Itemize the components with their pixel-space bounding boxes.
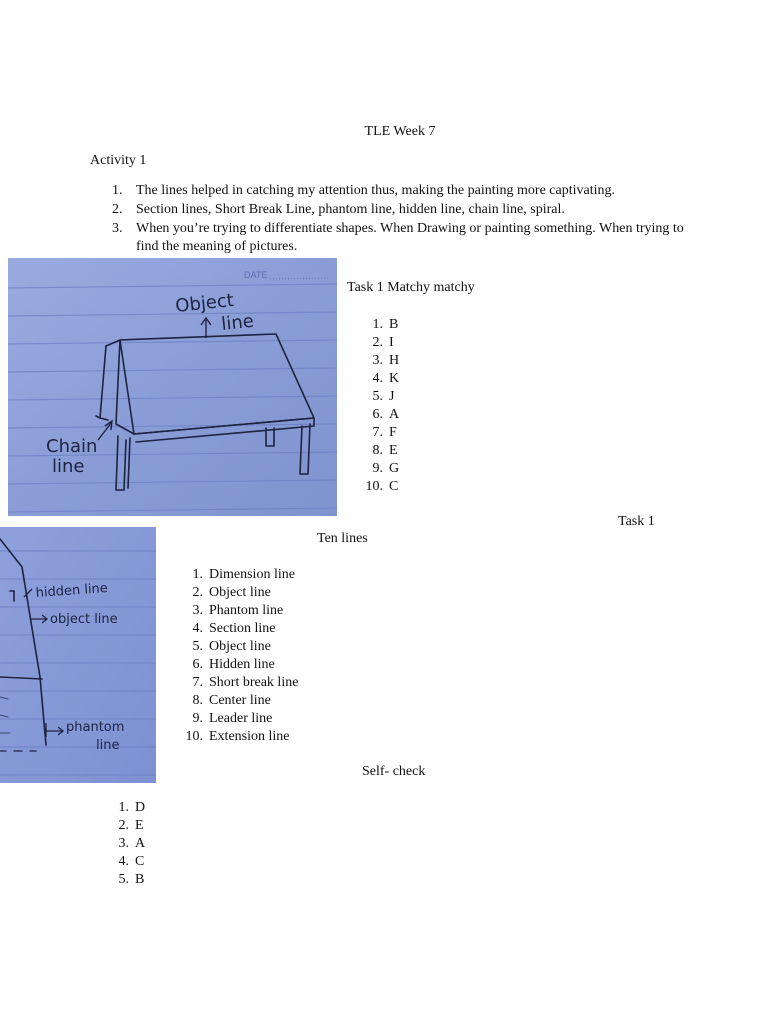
list-item <box>164 566 424 584</box>
list-number: 8. <box>192 693 203 708</box>
list-number: 1. <box>192 567 203 582</box>
list-item <box>90 835 210 853</box>
ten-lines-heading: Ten lines <box>317 531 368 546</box>
list-value: Short break line <box>209 675 299 690</box>
list-value: Leader line <box>209 711 273 726</box>
list-number: 7. <box>192 675 203 690</box>
list-item <box>164 674 424 692</box>
list-number: 4. <box>192 621 203 636</box>
list-number: 3. <box>118 836 129 851</box>
date-label: DATE <box>244 270 268 280</box>
list-item <box>347 388 467 406</box>
list-item <box>164 602 424 620</box>
list-number: 2. <box>112 202 123 217</box>
list-value: D <box>135 800 146 815</box>
list-number: 9. <box>372 461 383 476</box>
list-number: 1. <box>112 183 123 198</box>
list-text: When you’re trying to differentiate shapes. When Drawing or painting something. When trying to find the meaning of pictures. <box>136 221 684 254</box>
table-drawing-photo <box>8 258 337 516</box>
list-text: Section lines, Short Break Line, phantom line, hidden line, chain line, spiral. <box>136 202 565 217</box>
list-item <box>347 334 467 352</box>
list-item <box>112 201 692 219</box>
list-number: 9. <box>192 711 203 726</box>
list-item <box>347 352 467 370</box>
list-item <box>347 424 467 442</box>
lines-drawing-photo <box>0 527 156 783</box>
list-value: K <box>389 371 400 386</box>
list-value: A <box>389 407 400 422</box>
hidden-line-annotation: hidden line <box>35 580 109 601</box>
list-item <box>164 620 424 638</box>
list-number: 5. <box>192 639 203 654</box>
list-item <box>164 584 424 602</box>
list-number: 8. <box>372 443 383 458</box>
chain-line-annotation: Chain <box>46 436 98 457</box>
list-number: 10. <box>365 479 383 494</box>
list-item <box>164 638 424 656</box>
list-number: 3. <box>192 603 203 618</box>
phantom-line-annotation: phantom <box>66 720 125 735</box>
list-value: Extension line <box>209 729 290 744</box>
list-number: 4. <box>118 854 129 869</box>
page-title: TLE Week 7 <box>364 124 436 139</box>
list-item <box>347 316 467 334</box>
table-drawing <box>8 258 337 516</box>
list-value: Phantom line <box>209 603 284 618</box>
list-number: 1. <box>118 800 129 815</box>
list-value: E <box>389 443 398 458</box>
lines-drawing <box>0 527 156 783</box>
ten-lines-list <box>164 566 424 746</box>
list-value: Object line <box>209 639 271 654</box>
list-number: 3. <box>372 353 383 368</box>
list-value: Object line <box>209 585 271 600</box>
list-item <box>90 853 210 871</box>
object-line-annotation: Object <box>174 289 235 317</box>
list-number: 6. <box>372 407 383 422</box>
self-check-list <box>90 799 210 889</box>
list-number: 4. <box>372 371 383 386</box>
list-text: The lines helped in catching my attention thus, making the painting more captivating. <box>136 183 615 198</box>
list-number: 2. <box>118 818 129 833</box>
list-item <box>164 692 424 710</box>
list-item <box>112 220 692 256</box>
list-item <box>112 182 692 200</box>
list-item <box>90 799 210 817</box>
list-number: 6. <box>192 657 203 672</box>
list-value: Section line <box>209 621 276 636</box>
list-value: C <box>389 479 399 494</box>
list-item <box>90 871 210 889</box>
task1-label: Task 1 <box>618 514 655 529</box>
list-value: Dimension line <box>209 567 295 582</box>
list-value: H <box>389 353 400 368</box>
list-number: 2. <box>372 335 383 350</box>
list-value: Hidden line <box>209 657 275 672</box>
list-value: E <box>135 818 144 833</box>
list-number: 3. <box>112 221 123 236</box>
list-item <box>347 478 467 496</box>
list-value: I <box>389 335 394 350</box>
list-item <box>347 370 467 388</box>
list-item <box>164 710 424 728</box>
list-item <box>347 442 467 460</box>
list-item <box>90 817 210 835</box>
task1-match-heading: Task 1 Matchy matchy <box>347 280 475 295</box>
list-value: A <box>135 836 146 851</box>
list-item <box>347 406 467 424</box>
list-item <box>164 728 424 746</box>
list-item <box>164 656 424 674</box>
list-item <box>347 460 467 478</box>
list-number: 1. <box>372 317 383 332</box>
list-value: J <box>389 389 395 404</box>
task1-match-list <box>347 316 467 496</box>
list-value: G <box>389 461 400 476</box>
phantom-line-annotation-2: line <box>96 738 120 753</box>
list-value: B <box>135 872 145 887</box>
list-value: Center line <box>209 693 271 708</box>
self-check-heading: Self- check <box>362 764 426 779</box>
list-number: 5. <box>372 389 383 404</box>
list-value: C <box>135 854 145 869</box>
chain-line-annotation-2: line <box>52 456 85 477</box>
object-line-annotation-2: line <box>220 310 255 335</box>
object-line-annotation: object line <box>50 612 118 627</box>
list-number: 2. <box>192 585 203 600</box>
list-number: 7. <box>372 425 383 440</box>
activity-list <box>112 182 692 257</box>
list-number: 10. <box>185 729 203 744</box>
list-value: B <box>389 317 399 332</box>
list-number: 5. <box>118 872 129 887</box>
list-value: F <box>389 425 397 440</box>
activity-heading: Activity 1 <box>90 153 147 168</box>
